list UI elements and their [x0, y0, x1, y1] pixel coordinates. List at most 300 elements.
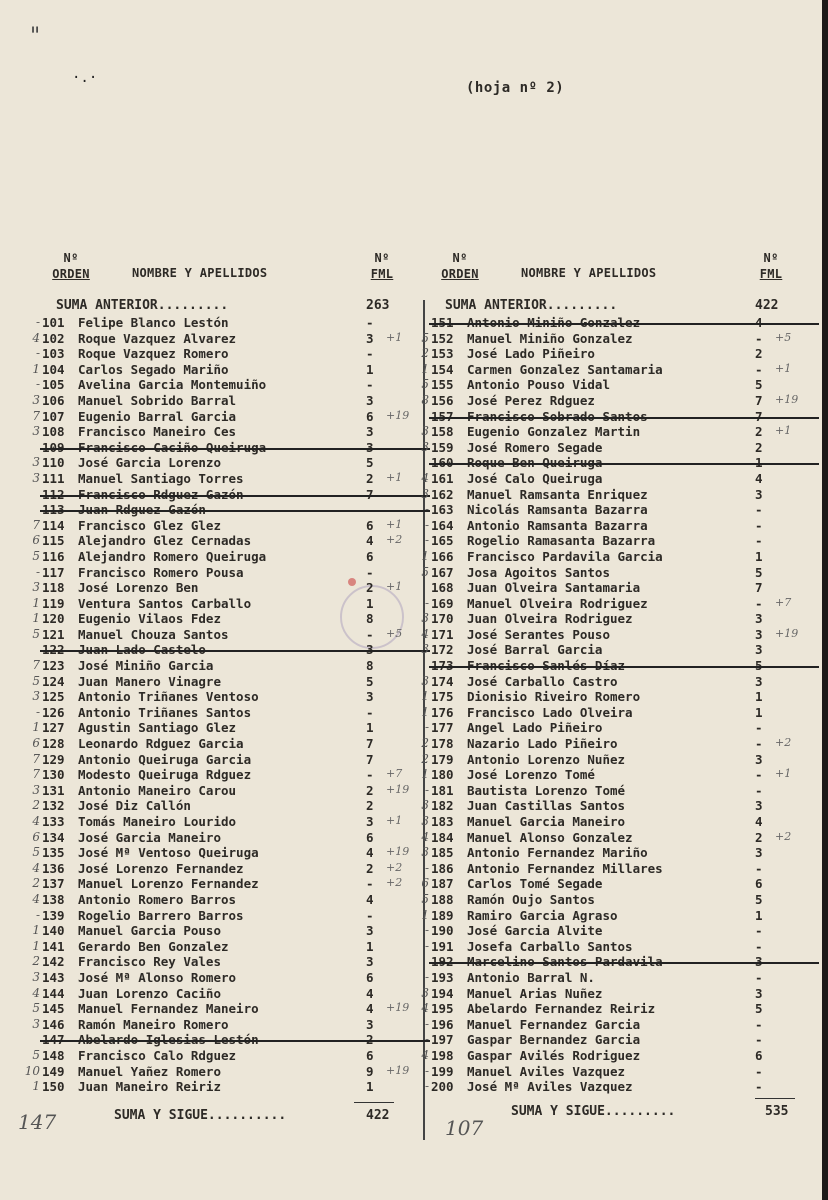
- list-item: [421, 798, 805, 814]
- person-name: José Miniño Garcia: [78, 658, 214, 674]
- person-name: Carlos Tomé Segade: [467, 876, 603, 892]
- order-number: 163: [431, 502, 454, 518]
- list-item: [425, 658, 805, 674]
- row-pencil-mark: 5: [32, 673, 40, 688]
- person-name: Juan Lorenzo Caciño: [78, 985, 221, 1001]
- order-number: 129: [42, 751, 65, 767]
- list-item: [421, 876, 805, 892]
- row-pencil-mark: 3: [421, 845, 429, 860]
- fml-note: +7: [386, 767, 403, 781]
- row-pencil-mark: 1: [32, 1079, 40, 1094]
- person-name: Francisco Sanlés Díaz: [467, 658, 626, 674]
- row-pencil-mark: 2: [32, 798, 40, 813]
- order-number: 199: [431, 1063, 454, 1079]
- order-number: 133: [42, 814, 65, 829]
- row-pencil-mark: -: [35, 907, 40, 922]
- fml-count: 8: [366, 611, 374, 627]
- list-item: [32, 751, 416, 768]
- fml-count: 1: [755, 548, 763, 564]
- suma-anterior-label: SUMA ANTERIOR.........: [56, 298, 229, 313]
- order-number: 192: [431, 954, 454, 970]
- right-rows: [421, 315, 805, 1095]
- order-number: 125: [42, 689, 65, 705]
- list-item: [421, 1047, 805, 1064]
- list-item: [32, 814, 416, 830]
- order-number: 173: [431, 658, 454, 674]
- fml-count: -: [755, 782, 763, 798]
- fml-count: 3: [755, 673, 763, 689]
- order-number: 148: [42, 1047, 65, 1063]
- list-item: [32, 455, 416, 471]
- order-number: 164: [431, 517, 454, 533]
- row-pencil-mark: 7: [32, 517, 40, 532]
- person-name: Manuel Yañez Romero: [78, 1063, 221, 1079]
- list-item: [36, 565, 416, 581]
- total-pencil-mark: 147: [18, 1110, 57, 1134]
- person-name: José Garcia Alvite: [467, 923, 603, 939]
- row-pencil-mark: -: [35, 315, 40, 329]
- order-number: 195: [431, 1001, 454, 1017]
- header-orden-bottom: ORDEN: [52, 267, 90, 281]
- total-pencil-mark: 107: [445, 1116, 484, 1140]
- list-item: [32, 1079, 416, 1095]
- person-name: Francisco Romero Pousa: [78, 564, 244, 580]
- order-number: 118: [42, 580, 65, 596]
- row-pencil-mark: 4: [32, 891, 40, 906]
- row-pencil-mark: 3: [421, 486, 429, 501]
- row-pencil-mark: 4: [421, 1047, 429, 1062]
- row-pencil-mark: -: [35, 377, 40, 392]
- fml-count: 6: [755, 1047, 763, 1063]
- person-name: Antonio Fernandez Millares: [467, 860, 663, 876]
- fml-count: 1: [366, 938, 374, 954]
- list-item: [32, 361, 416, 378]
- fml-count: 3: [755, 486, 763, 502]
- list-item: [36, 908, 416, 924]
- list-item: [32, 408, 416, 425]
- list-item: [425, 409, 805, 425]
- row-pencil-mark: 1: [32, 938, 40, 953]
- list-item: [32, 923, 416, 939]
- fml-count: -: [755, 502, 763, 518]
- sum-rule: [354, 1102, 394, 1103]
- order-number: 200: [431, 1079, 454, 1095]
- order-number: 180: [431, 767, 454, 783]
- person-name: Manuel Olveira Rodriguez: [467, 595, 648, 611]
- row-pencil-mark: 5: [421, 330, 429, 345]
- fml-count: -: [755, 1079, 763, 1095]
- list-item: [36, 377, 416, 393]
- person-name: Gerardo Ben Gonzalez: [78, 938, 229, 954]
- row-pencil-mark: -: [424, 720, 429, 735]
- fml-count: -: [755, 330, 763, 346]
- list-item: [32, 689, 416, 705]
- row-pencil-mark: 7: [32, 767, 40, 782]
- order-number: 143: [42, 969, 65, 985]
- fml-note: +1: [386, 517, 403, 531]
- row-pencil-mark: 5: [32, 1047, 40, 1062]
- person-name: Manuel Alonso Gonzalez: [467, 829, 633, 845]
- person-name: José Mª Ventoso Queiruga: [78, 845, 259, 861]
- fml-note: +19: [775, 626, 799, 640]
- fml-count: 4: [366, 985, 374, 1001]
- list-item: [32, 720, 416, 736]
- row-pencil-mark: 1: [421, 907, 429, 922]
- list-item: [421, 470, 805, 487]
- person-name: José Barral Garcia: [467, 642, 603, 658]
- fml-count: 3: [366, 330, 374, 346]
- person-name: Ramón Oujo Santos: [467, 891, 595, 907]
- order-number: 168: [431, 580, 454, 596]
- person-name: Angel Lado Piñeiro: [467, 720, 603, 736]
- order-number: 158: [431, 424, 454, 440]
- person-name: Avelina Garcia Montemuiño: [78, 377, 267, 393]
- row-pencil-mark: 6: [32, 736, 40, 751]
- list-item: [421, 985, 805, 1002]
- fml-count: 2: [366, 470, 374, 486]
- person-name: Antonio Triñanes Ventoso: [78, 689, 259, 705]
- list-item: [421, 829, 805, 846]
- row-pencil-mark: 2: [32, 954, 40, 969]
- row-pencil-mark: 3: [32, 969, 40, 984]
- fml-note: +19: [386, 1001, 410, 1015]
- fml-count: 3: [755, 954, 763, 970]
- row-pencil-mark: 6: [32, 829, 40, 844]
- fml-count: -: [755, 533, 763, 549]
- row-pencil-mark: -: [424, 1079, 429, 1094]
- order-number: 136: [42, 860, 65, 876]
- person-name: Manuel Garcia Maneiro: [467, 814, 626, 829]
- order-number: 123: [42, 658, 65, 674]
- fml-count: 1: [755, 689, 763, 705]
- person-name: Ramiro Garcia Agraso: [467, 907, 618, 923]
- fml-count: 3: [366, 923, 374, 939]
- person-name: Manuel Aviles Vazquez: [467, 1063, 626, 1079]
- row-pencil-mark: 1: [421, 689, 429, 704]
- fml-note: +1: [386, 580, 403, 594]
- person-name: Rogelio Ramasanta Bazarra: [467, 533, 656, 549]
- fml-count: 2: [755, 424, 763, 440]
- fml-count: -: [755, 1063, 763, 1079]
- list-item: [425, 580, 805, 596]
- order-number: 156: [431, 392, 454, 408]
- fml-count: 2: [366, 798, 374, 814]
- order-number: 113: [42, 502, 65, 518]
- order-number: 134: [42, 829, 65, 845]
- order-number: 110: [42, 455, 65, 471]
- fml-count: 2: [366, 1032, 374, 1048]
- row-pencil-mark: 6: [421, 876, 429, 891]
- order-number: 137: [42, 876, 65, 892]
- order-number: 126: [42, 704, 65, 720]
- order-number: 154: [431, 361, 454, 377]
- person-name: Alejandro Glez Cernadas: [78, 533, 252, 549]
- fml-note: +5: [386, 626, 403, 640]
- person-name: Francisco Pardavila Garcia: [467, 548, 663, 564]
- fml-count: 6: [366, 1047, 374, 1063]
- header-name: NOMBRE Y APELLIDOS: [132, 266, 268, 280]
- fml-count: 9: [366, 1063, 374, 1079]
- fml-note: +1: [386, 330, 403, 344]
- fml-count: 6: [366, 829, 374, 845]
- fml-count: -: [366, 907, 374, 923]
- person-name: Ramón Maneiro Romero: [78, 1016, 229, 1032]
- suma-anterior-value: 263: [366, 298, 390, 313]
- row-pencil-mark: 3: [421, 439, 429, 454]
- person-name: Manuel Fernandez Maneiro: [78, 1001, 259, 1017]
- list-item: [425, 1079, 805, 1095]
- row-pencil-mark: -: [424, 595, 429, 610]
- order-number: 155: [431, 377, 454, 393]
- order-number: 166: [431, 548, 454, 564]
- list-item: [425, 954, 805, 970]
- row-pencil-mark: 1: [421, 704, 429, 719]
- row-pencil-mark: 5: [32, 626, 40, 641]
- order-number: 176: [431, 704, 454, 720]
- header-orden: [433, 250, 487, 282]
- list-item: [421, 845, 805, 861]
- list-item: [421, 346, 805, 362]
- order-number: 188: [431, 891, 454, 907]
- fml-count: 7: [366, 486, 374, 502]
- order-number: 117: [42, 564, 65, 580]
- order-number: 198: [431, 1047, 454, 1063]
- list-item: [32, 595, 416, 612]
- fml-note: +1: [775, 767, 792, 781]
- list-item: [425, 720, 805, 736]
- order-number: 140: [42, 923, 65, 939]
- fml-count: 5: [755, 377, 763, 393]
- person-name: Agustin Santiago Glez: [78, 720, 237, 736]
- order-number: 159: [431, 439, 454, 455]
- row-pencil-mark: -: [424, 969, 429, 984]
- row-pencil-mark: 5: [32, 845, 40, 860]
- fml-note: +2: [386, 860, 403, 874]
- list-item: [32, 1016, 416, 1033]
- person-name: Leonardo Rdguez Garcia: [78, 736, 244, 752]
- person-name: Dionisio Riveiro Romero: [467, 689, 641, 705]
- fml-count: 3: [366, 954, 374, 970]
- order-number: 105: [42, 377, 65, 393]
- order-number: 108: [42, 424, 65, 440]
- fml-count: 4: [755, 315, 763, 330]
- fml-count: 5: [755, 658, 763, 674]
- order-number: 174: [431, 673, 454, 689]
- person-name: Ventura Santos Carballo: [78, 595, 252, 611]
- fml-count: 3: [755, 642, 763, 658]
- person-name: Rogelio Barrero Barros: [78, 907, 244, 923]
- list-item: [421, 907, 805, 924]
- suma-sigue-value: 535: [765, 1104, 789, 1119]
- suma-sigue-label: SUMA Y SIGUE..........: [114, 1108, 287, 1123]
- order-number: 146: [42, 1016, 65, 1032]
- fml-count: -: [755, 969, 763, 985]
- fml-note: +2: [775, 829, 792, 843]
- row-pencil-mark: 1: [32, 923, 40, 938]
- fml-count: 3: [755, 798, 763, 814]
- list-item: [425, 596, 805, 612]
- person-name: Josa Agoitos Santos: [467, 564, 610, 580]
- row-pencil-mark: 5: [421, 891, 429, 906]
- fml-count: 2: [755, 346, 763, 362]
- person-name: Francisco Rey Vales: [78, 954, 221, 970]
- fml-count: 7: [755, 580, 763, 596]
- person-name: Manuel Ramsanta Enriquez: [467, 486, 648, 502]
- order-number: 169: [431, 595, 454, 611]
- ink-speck: ·.·: [72, 70, 98, 86]
- fml-count: 5: [755, 891, 763, 907]
- fml-count: 8: [366, 658, 374, 674]
- list-item: [32, 1001, 416, 1017]
- order-number: 116: [42, 548, 65, 564]
- order-number: 107: [42, 408, 65, 424]
- sum-rule: [755, 1098, 795, 1099]
- order-number: 152: [431, 330, 454, 346]
- person-name: Antonio Maneiro Carou: [78, 782, 237, 798]
- fml-count: -: [755, 595, 763, 611]
- list-item: [421, 736, 805, 752]
- list-item: [421, 439, 805, 456]
- fml-count: -: [366, 704, 374, 720]
- row-pencil-mark: -: [424, 533, 429, 548]
- row-pencil-mark: -: [424, 860, 429, 875]
- list-item: [421, 377, 805, 393]
- order-number: 131: [42, 782, 65, 798]
- list-item: [32, 330, 416, 347]
- person-name: José Garcia Maneiro: [78, 829, 221, 845]
- person-name: Antonio Romero Barros: [78, 891, 237, 907]
- row-pencil-mark: 3: [421, 673, 429, 688]
- row-pencil-mark: 2: [421, 346, 429, 361]
- fml-note: +1: [775, 424, 792, 438]
- person-name: Manuel Lorenzo Fernandez: [78, 876, 259, 892]
- order-number: 142: [42, 954, 65, 970]
- list-item: [32, 517, 416, 534]
- order-number: 167: [431, 564, 454, 580]
- person-name: Gaspar Bernandez Garcia: [467, 1032, 641, 1048]
- list-item: [421, 642, 805, 658]
- person-name: José Lorenzo Ben: [78, 580, 199, 596]
- order-number: 196: [431, 1016, 454, 1032]
- list-item: [421, 548, 805, 565]
- order-number: 130: [42, 767, 65, 783]
- row-pencil-mark: 1: [32, 611, 40, 626]
- person-name: José Lorenzo Fernandez: [78, 860, 244, 876]
- row-pencil-mark: 4: [421, 1001, 429, 1016]
- list-item: [421, 611, 805, 627]
- fml-count: 5: [366, 673, 374, 689]
- row-pencil-mark: 2: [421, 736, 429, 751]
- person-name: Abelardo Iglesias Lestón: [78, 1032, 259, 1048]
- list-item: [425, 502, 805, 518]
- row-pencil-mark: 3: [421, 611, 429, 626]
- list-item: [32, 938, 416, 955]
- row-pencil-mark: 3: [32, 580, 40, 595]
- order-number: 128: [42, 736, 65, 752]
- fml-count: 6: [366, 548, 374, 564]
- person-name: Felipe Blanco Lestón: [78, 315, 229, 330]
- row-pencil-mark: 7: [32, 658, 40, 673]
- row-pencil-mark: 6: [32, 533, 40, 548]
- person-name: Gaspar Avilés Rodriguez: [467, 1047, 641, 1063]
- fml-count: -: [366, 767, 374, 783]
- person-name: Manuel Miniño Gonzalez: [467, 330, 633, 346]
- list-item: [425, 533, 805, 549]
- order-number: 121: [42, 626, 65, 642]
- row-pencil-mark: -: [424, 782, 429, 797]
- list-item: [32, 767, 416, 783]
- person-name: Bautista Lorenzo Tomé: [467, 782, 626, 798]
- list-item: [32, 580, 416, 596]
- order-number: 157: [431, 408, 454, 424]
- person-name: Antonio Ramsanta Bazarra: [467, 517, 648, 533]
- fml-count: -: [755, 923, 763, 939]
- header-orden-bottom: ORDEN: [441, 267, 479, 281]
- order-number: 139: [42, 907, 65, 923]
- fml-count: -: [755, 517, 763, 533]
- suma-sigue-value: 422: [366, 1108, 390, 1123]
- person-name: Antonio Miniño Gonzalez: [467, 315, 641, 330]
- fml-count: 3: [366, 392, 374, 408]
- person-name: Modesto Queiruga Rdguez: [78, 767, 252, 783]
- person-name: Eugenio Gonzalez Martin: [467, 424, 641, 440]
- order-number: 153: [431, 346, 454, 362]
- order-number: 127: [42, 720, 65, 736]
- fml-count: 6: [366, 517, 374, 533]
- fml-count: -: [755, 1032, 763, 1048]
- fml-count: 3: [366, 642, 374, 658]
- row-pencil-mark: -: [424, 1032, 429, 1047]
- order-number: 150: [42, 1079, 65, 1095]
- row-pencil-mark: 5: [421, 564, 429, 579]
- order-number: 162: [431, 486, 454, 502]
- fml-count: 3: [755, 611, 763, 627]
- order-number: 179: [431, 751, 454, 767]
- fml-count: 3: [755, 845, 763, 861]
- fml-note: +7: [775, 595, 792, 609]
- list-item: [421, 814, 805, 830]
- fml-count: -: [366, 377, 374, 393]
- list-item: [32, 611, 416, 627]
- fml-note: +1: [386, 470, 403, 484]
- list-item: [32, 845, 416, 861]
- list-item: [32, 829, 416, 846]
- person-name: Carlos Segado Mariño: [78, 361, 229, 377]
- row-pencil-mark: 3: [32, 424, 40, 439]
- fml-count: -: [755, 720, 763, 736]
- list-item: [421, 673, 805, 690]
- list-item: [32, 969, 416, 986]
- fml-count: -: [755, 767, 763, 783]
- list-item: [421, 626, 805, 643]
- list-item: [421, 392, 805, 409]
- person-name: Alejandro Romero Queiruga: [78, 548, 267, 564]
- list-item: [32, 891, 416, 908]
- fml-count: 3: [366, 439, 374, 455]
- person-name: José Calo Queiruga: [467, 470, 603, 486]
- list-item: [32, 985, 416, 1002]
- fml-count: -: [755, 361, 763, 377]
- list-item: [421, 564, 805, 581]
- person-name: José Carballo Castro: [467, 673, 618, 689]
- person-name: Manuel Arias Nuñez: [467, 985, 603, 1001]
- list-item: [36, 1032, 416, 1048]
- person-name: Manuel Sobrido Barral: [78, 392, 237, 408]
- person-name: Nazario Lado Piñeiro: [467, 736, 618, 752]
- person-name: Tomás Maneiro Lourido: [78, 814, 237, 829]
- list-item: [32, 533, 416, 549]
- person-name: Francisco Sobrado Santos: [467, 408, 648, 424]
